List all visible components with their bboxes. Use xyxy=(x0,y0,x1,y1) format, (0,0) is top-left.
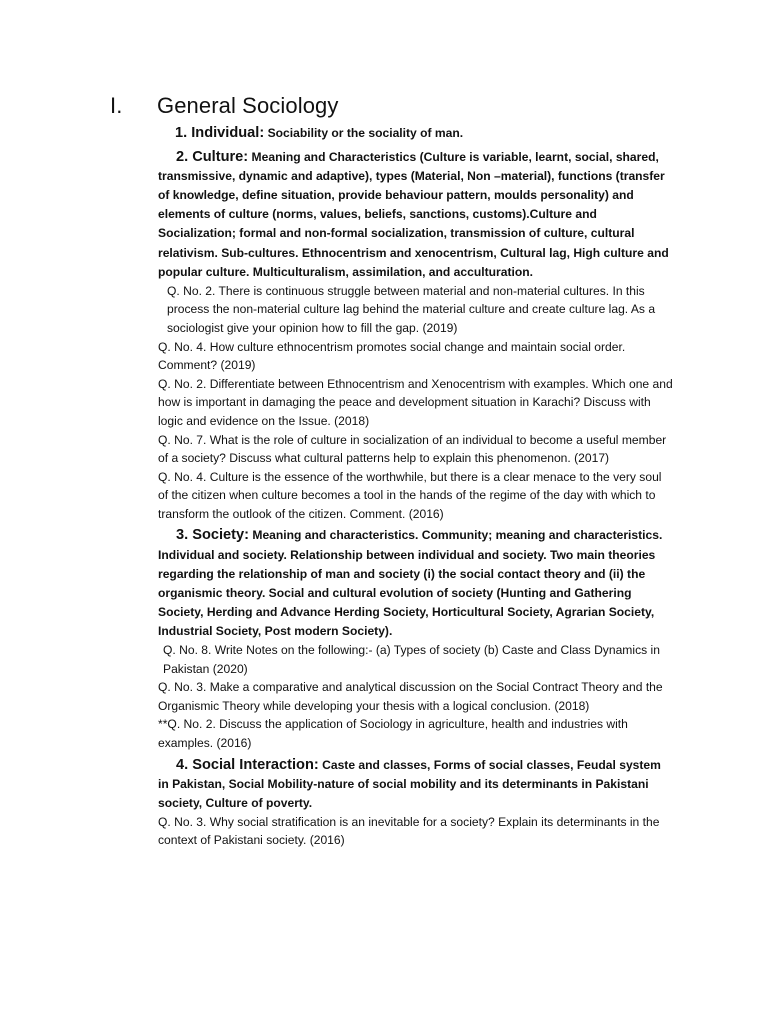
topic-social-interaction xyxy=(158,756,673,813)
culture-question-5: Q. No. 4. Culture is the essence of the worthwhile, but there is a clear menace to the very soul of the citizen when culture becomes a tool in the hands of the regime of the day with which to transform the outlook of the citizen. Comment. (2016) xyxy=(158,469,662,521)
topic-culture-title-text: 2. Culture: xyxy=(176,149,249,166)
topic-society xyxy=(158,526,673,641)
topic-society-text: Meaning and characteristics. Community; meaning and characteristics. Individual and society. Relationship between individual and society. Two main theories regarding the relationship of man and society (i) the social contact theory and (ii) the organismic theory. Social and cultural evolution of society (Hunting and Gathering Society, Herding and Advance Herding Society, Horticultural Society, Agrarian Society, Industrial Society, Post modern Society). xyxy=(158,528,663,638)
topic-individual-text: Sociability or the sociality of man. xyxy=(267,126,464,140)
topic-social-interaction-title xyxy=(158,758,319,772)
topic-social-interaction-title-text: 4. Social Interaction: xyxy=(176,756,319,773)
topic-social-interaction-text: Caste and classes, Forms of social classes, Feudal system in Pakistan, Social Mobility-nature of social mobility and its determinants in Pakistani society, Culture of poverty. xyxy=(158,757,661,810)
section-number: I. xyxy=(110,93,123,118)
topic-culture xyxy=(158,148,673,282)
topic-society-title-text: 3. Society: xyxy=(176,527,249,544)
topic-culture-text: Meaning and Characteristics (Culture is variable, learnt, social, shared, transmissive, dynamic and adaptive), types (Material, Non –material), functions (transfer of knowledge, define situation, provide behaviour pattern, moulds personality) and elements of culture (norms, values, beliefs, sanctions, customs).Culture and Socialization; formal and non-formal socialization, transmission of culture, cultural relativism. Sub-cultures. Ethnocentrism and xenocentrism, Cultural lag, High culture and popular culture. Multiculturalism, assimilation, and acculturation. xyxy=(158,150,669,279)
culture-question-1: Q. No. 2. There is continuous struggle between material and non-material cultures. In this process the non-material culture lag behind the material culture and create culture lag. As a sociologist give your opinion how to fill the gap. (2019) xyxy=(167,283,656,335)
document-body xyxy=(158,124,673,850)
society-question-3: **Q. No. 2. Discuss the application of Sociology in agriculture, health and industries with examples. (2016) xyxy=(158,717,628,750)
culture-question-4: Q. No. 7. What is the role of culture in socialization of an individual to become a useful member of a society? Discuss what cultural patterns help to explain this phenomenon. (2017) xyxy=(158,432,667,466)
culture-question-2: Q. No. 4. How culture ethnocentrism promotes social change and maintain social order. Comment? (2019) xyxy=(158,339,626,373)
interaction-question-1: Q. No. 3. Why social stratification is an inevitable for a society? Explain its determinants in the context of Pakistani society. (2016) xyxy=(158,814,660,848)
section-heading xyxy=(110,93,338,119)
society-question-1: Q. No. 8. Write Notes on the following:- (a) Types of society (b) Caste and Class Dynamics in Pakistan (2020) xyxy=(163,643,660,676)
society-question-2: Q. No. 3. Make a comparative and analytical discussion on the Social Contract Theory and the Organismic Theory while developing your thesis with a logical conclusion. (2018) xyxy=(158,680,663,713)
topic-culture-title xyxy=(158,150,248,164)
section-title: General Sociology xyxy=(157,93,339,118)
topic-individual xyxy=(158,124,673,143)
topic-society-title xyxy=(158,528,249,542)
culture-question-3: Q. No. 2. Differentiate between Ethnocentrism and Xenocentrism with examples. Which one and how is important in damaging the peace and development situation in Karachi? Discuss with logic and evidence on the Issue. (2018) xyxy=(158,376,673,428)
topic-individual-title: 1. Individual: xyxy=(175,125,265,141)
